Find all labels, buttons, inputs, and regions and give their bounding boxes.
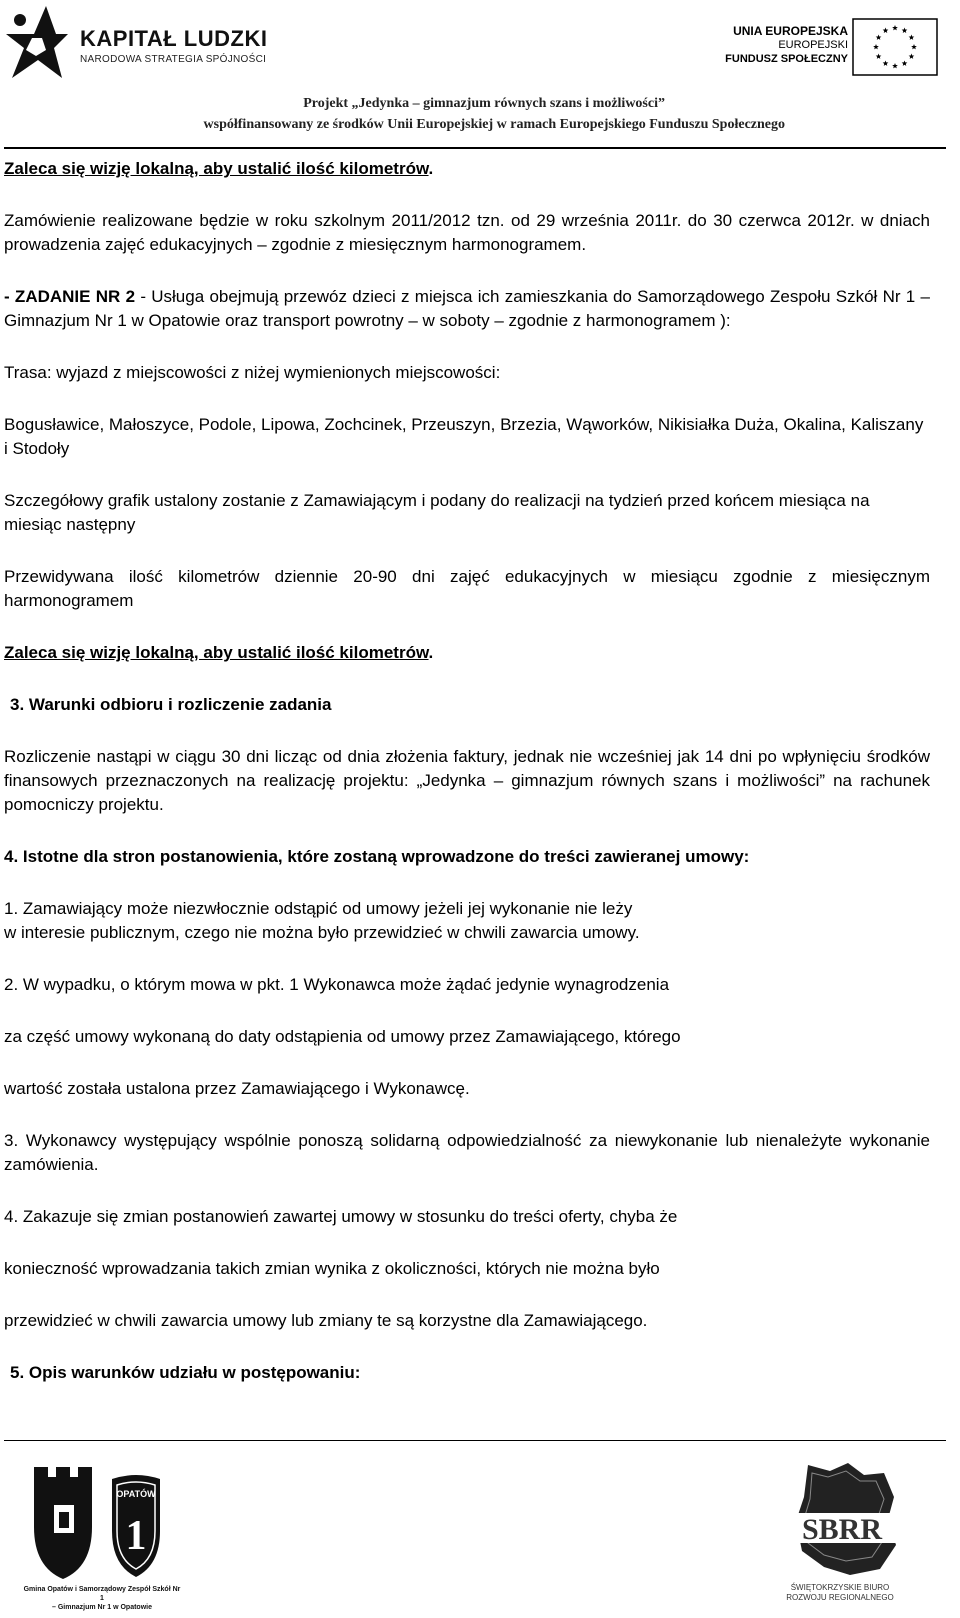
clause-2-line3: wartość została ustalona przez Zamawiającego i Wykonawcę. — [4, 1079, 470, 1098]
section-5-heading: 5. Opis warunków udziału w postępowaniu: — [10, 1363, 361, 1382]
eu-logo — [720, 18, 950, 82]
kapital-ludzki-subtitle: NARODOWA STRATEGIA SPÓJNOŚCI — [80, 54, 267, 65]
sbrr-logo-icon — [778, 1455, 906, 1579]
site-visit-note-2: Zaleca się wizję lokalną, aby ustalić ilość kilometrów. — [4, 643, 434, 662]
clause-2-line2: za część umowy wykonaną do daty odstąpienia od umowy przez Zamawiającego, którego — [4, 1027, 681, 1046]
route-heading: Trasa: wyjazd z miejscowości z niżej wymienionych miejscowości: — [4, 363, 501, 382]
settlement-paragraph: Rozliczenie nastąpi w ciągu 30 dni licząc od dnia złożenia faktury, jednak nie wcześniej jak 14 dni po wpłynięciu środków finansowych przeznaczonych na realizację projektu: „Jedynka – gimnazjum równych szans i możliwości” na rachunek pomocniczy projektu. — [4, 747, 930, 814]
project-funding: współfinansowany ze środków Unii Europejskiej w ramach Europejskiego Funduszu Społecznego — [203, 117, 785, 132]
sbrr-caption: ŚWIĘTOKRZYSKIE BIURO ROZWOJU REGIONALNEGO — [786, 1583, 894, 1602]
project-info — [0, 93, 935, 135]
kapital-ludzki-logo — [6, 4, 276, 80]
eu-logo-text — [725, 24, 848, 66]
order-period: Zamówienie realizowane będzie w roku szkolnym 2011/2012 tzn. od 29 września 2011r. do 30 czerwca 2012r. w dniach prowadzenia zajęć edukacyjnych – zgodnie z miesięcznym harmonogramem. — [4, 211, 930, 254]
clause-4-line1: 4. Zakazuje się zmian postanowień zawartej umowy w stosunku do treści oferty, chyba że — [4, 1207, 678, 1226]
eu-logo-line2: EUROPEJSKI — [778, 39, 848, 51]
clause-4-line2: konieczność wprowadzania takich zmian wynika z okoliczności, których nie można było — [4, 1259, 660, 1278]
eu-logo-line1: UNIA EUROPEJSKA — [733, 24, 848, 38]
clause-4-line3: przewidzieć w chwili zawarcia umowy lub zmiany te są korzystne dla Zamawiającego. — [4, 1311, 648, 1330]
sbrr-logo-text: SBRR — [801, 1513, 883, 1546]
schedule-note: Szczegółowy grafik ustalony zostanie z Zamawiającym i podany do realizacji na tydzień przed końcem miesiąca na miesiąc następny — [4, 491, 870, 534]
opatow-crest-icon — [28, 1457, 178, 1585]
school-caption: Gmina Opatów i Samorządowy Zespół Szkół Nr 1 – Gimnazjum Nr 1 w Opatowie — [23, 1586, 181, 1611]
kapital-ludzki-star-icon — [6, 4, 68, 80]
daily-distance: Przewidywana ilość kilometrów dziennie 20-90 dni zajęć edukacyjnych w miesiącu zgodnie z miesięcznym harmonogramem — [4, 567, 930, 610]
crest-text: OPATÓW — [116, 1489, 156, 1499]
eu-logo-line3: FUNDUSZ SPOŁECZNY — [725, 53, 848, 65]
clause-1: 1. Zamawiający może niezwłocznie odstąpić od umowy jeżeli jej wykonanie nie leży w interesie publicznym, czego nie można było przewidzieć w chwili zawarcia umowy. — [4, 899, 640, 942]
page-header — [0, 0, 960, 150]
route-localities: Bogusławice, Małoszyce, Podole, Lipowa, Zochcinek, Przeuszyn, Brzezia, Wąworków, Nikisiałka Duża, Okalina, Kaliszany i Stodoły — [4, 415, 924, 458]
footer-divider — [4, 1440, 946, 1441]
crest-number: 1 — [125, 1513, 147, 1559]
section-4-heading: 4. Istotne dla stron postanowienia, które zostaną wprowadzone do treści zawieranej umowy: — [4, 847, 750, 866]
section-3-heading: 3. Warunki odbioru i rozliczenie zadania — [10, 695, 332, 714]
site-visit-note-1: Zaleca się wizję lokalną, aby ustalić ilość kilometrów. — [4, 159, 434, 178]
clause-2-line1: 2. W wypadku, o którym mowa w pkt. 1 Wykonawca może żądać jedynie wynagrodzenia — [4, 975, 670, 994]
document-body — [4, 157, 930, 1413]
eu-flag-icon — [852, 18, 938, 76]
clause-3: 3. Wykonawcy występujący wspólnie ponoszą solidarną odpowiedzialność za niewykonanie lub nienależyte wykonanie zamówienia. — [4, 1131, 930, 1174]
task-2-description: - ZADANIE NR 2 - Usługa obejmują przewóz dzieci z miejsca ich zamieszkania do Samorządowego Zespołu Szkół Nr 1 – Gimnazjum Nr 1 w Opatowie oraz transport powrotny – w soboty – zgodnie z harmonogramem ): — [4, 287, 930, 330]
page-footer — [0, 1445, 960, 1618]
kapital-ludzki-title: KAPITAŁ LUDZKI — [80, 26, 268, 51]
header-divider — [4, 147, 946, 149]
project-title: Projekt „Jedynka – gimnazjum równych szans i możliwości” — [303, 96, 665, 111]
